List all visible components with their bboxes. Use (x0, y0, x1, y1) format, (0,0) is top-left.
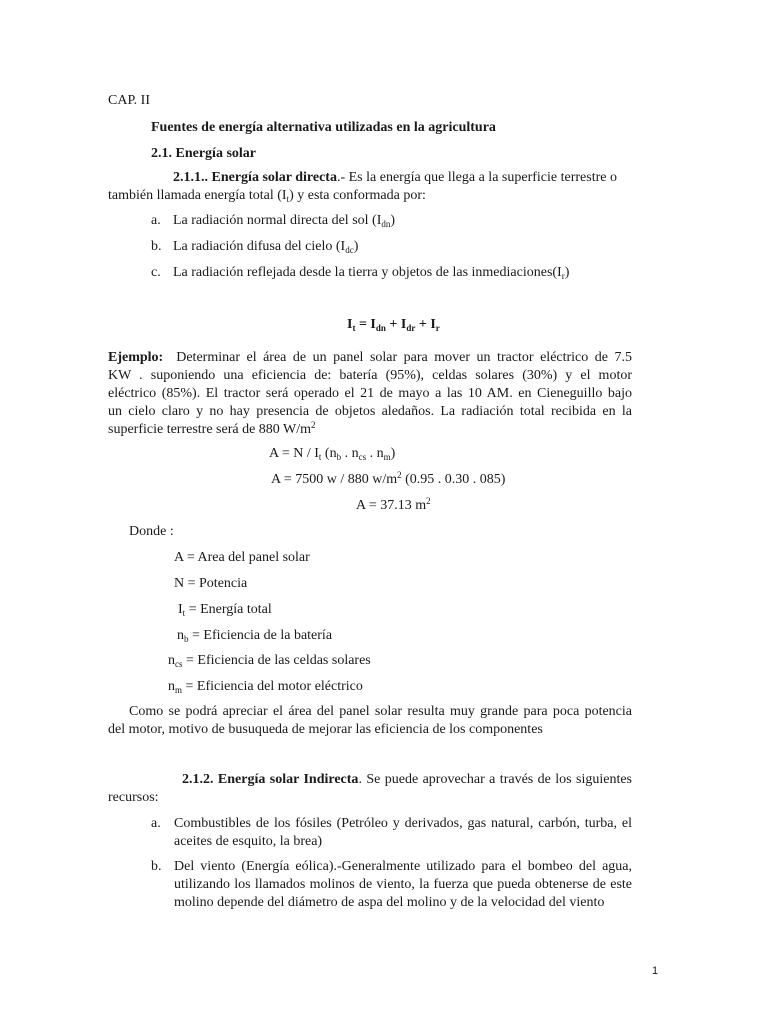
indirect-line2: recursos: (108, 790, 159, 805)
indirect-item-a-marker: a. (151, 816, 161, 831)
indirect-item-b-line3: molino depende del diámetro de aspa del molino y de la velocidad del viento (174, 895, 605, 910)
formula-sub-dr: dr (406, 323, 416, 333)
eq3-sup: 2 (426, 496, 431, 506)
intro-sub: t (286, 194, 290, 204)
item-end: ) (390, 213, 396, 228)
example-line2: KW . suponiendo una eficiencia de: batería (95%), celdas solares (30%) y el motor (108, 368, 632, 383)
example-text: Determinar el área de un panel solar para mover un tractor eléctrico de 7.5 (176, 350, 633, 365)
intro-text-b: ) y esta conformada por: (289, 188, 426, 203)
conclusion-line1: Como se podrá apreciar el área del panel solar resulta muy grande para poca potencia (129, 704, 632, 719)
eq1-c: . n (341, 446, 359, 461)
def-power (174, 575, 247, 593)
direct-item-a (173, 212, 395, 230)
eq1-sub-cs: cs (358, 452, 367, 462)
def-sub: t (182, 608, 186, 618)
example-sup: 2 (311, 420, 316, 430)
def-motor (168, 678, 363, 696)
def-area (174, 549, 310, 567)
example-line3: eléctrico (85%). El tractor será operado el 21 de mayo a las 10 AM. en Cieneguillo bajo (108, 386, 632, 401)
direct-item-c (173, 264, 569, 282)
def-text: = Energía total (185, 602, 272, 617)
eq1-b: (n (321, 446, 337, 461)
page-number: 1 (652, 965, 659, 977)
direct-item-c-marker: c. (151, 265, 161, 280)
indirect-text: . Se puede aprovechar a través de los siguientes (358, 772, 633, 787)
direct-item-b-marker: b. (151, 239, 162, 254)
section-heading: 2.1. Energía solar (151, 146, 256, 161)
eq1-d: . n (366, 446, 384, 461)
item-end: ) (564, 265, 570, 280)
def-cells (168, 652, 371, 670)
def-sub: m (175, 685, 183, 695)
def-sym: n (168, 653, 175, 668)
calc-result (356, 497, 431, 515)
formula-sub-r: r (435, 323, 440, 333)
total-radiation-formula (347, 316, 440, 334)
example-line5 (108, 421, 316, 439)
direct-item-a-marker: a. (151, 213, 161, 228)
eq1-sub-m: m (383, 452, 391, 462)
def-text: = Potencia (184, 576, 248, 591)
formula-eq: = I (355, 317, 376, 332)
direct-intro-line1 (173, 169, 632, 187)
def-sub: cs (175, 659, 183, 669)
example-line4: un cielo claro y no hay presencia de objetos aledaños. La radiación total recibida en la (108, 404, 632, 419)
item-sub: dc (345, 245, 354, 255)
indirect-item-b-line1: Del viento (Energía eólica).-Generalmente utilizado para el bombeo del agua, (174, 859, 632, 874)
def-text: = Eficiencia de la batería (188, 628, 333, 643)
item-end: ) (353, 239, 359, 254)
example-line1 (108, 349, 632, 367)
conclusion-line2: del motor, motivo de busuqueda de mejorar las eficiencia de los componentes (108, 722, 543, 737)
indirect-item-a-line1: Combustibles de los fósiles (Petróleo y derivados, gas natural, carbón, turba, el (174, 816, 632, 831)
formula-sub-dn: dn (375, 323, 386, 333)
def-sub: b (184, 634, 189, 644)
eq3-a: A = 37.13 m (356, 498, 427, 513)
item-text: La radiación reflejada desde la tierra y objetos de las inmediaciones(I (173, 265, 562, 280)
chapter-label: CAP. II (108, 93, 151, 108)
item-text: La radiación difusa del cielo (I (173, 239, 346, 254)
direct-intro-line2 (108, 187, 426, 205)
item-text: La radiación normal directa del sol (I (173, 213, 382, 228)
def-sym: N (174, 576, 185, 591)
formula-plus1: + I (385, 317, 407, 332)
eq2-a: A = 7500 w / 880 w/m (271, 472, 398, 487)
indirect-item-b-marker: b. (151, 859, 162, 874)
indirect-item-b-line2: utilizando los llamados molinos de viento, la fuerza que pueda obtenerse de este (174, 877, 632, 892)
indirect-item-a-line2: aceites de esquito, la brea) (174, 834, 323, 849)
calc-equation-1 (269, 445, 395, 463)
chapter-title: Fuentes de energía alternativa utilizadas en la agricultura (151, 120, 496, 135)
example-text-5: superficie terrestre será de 880 W/m (108, 422, 312, 437)
def-text: = Eficiencia de las celdas solares (182, 653, 371, 668)
indirect-line1 (182, 771, 632, 789)
calc-equation-2 (271, 471, 505, 489)
eq2-b: (0.95 . 0.30 . 085) (401, 472, 506, 487)
def-sym: n (177, 628, 184, 643)
direct-intro-text: .- Es la energía que llega a la superficie terrestre o (336, 170, 617, 185)
direct-item-b (173, 238, 358, 256)
eq1-e: ) (390, 446, 396, 461)
def-text: = Eficiencia del motor eléctrico (182, 679, 363, 694)
formula-plus2: + I (415, 317, 436, 332)
formula-lhs: I (347, 317, 353, 332)
where-label: Donde : (129, 524, 174, 539)
def-energy (178, 601, 272, 619)
def-sym: A (174, 550, 184, 565)
def-sym: n (168, 679, 175, 694)
intro-text-a: también llamada energía total (I (108, 188, 287, 203)
example-label: Ejemplo: (108, 350, 164, 365)
eq1-sub-t: t (318, 452, 322, 462)
eq1-sub-b: b (336, 452, 342, 462)
direct-heading: 2.1.1.. Energía solar directa (173, 170, 337, 185)
eq1-a: A = N / I (269, 446, 319, 461)
item-sub: dn (381, 219, 391, 229)
formula-lhs-sub: t (352, 323, 356, 333)
item-sub: r (561, 271, 565, 281)
indirect-heading: 2.1.2. Energía solar Indirecta (182, 772, 359, 787)
def-sym: I (178, 602, 183, 617)
eq2-sup: 2 (397, 470, 402, 480)
def-battery (177, 627, 332, 645)
def-text: = Area del panel solar (183, 550, 310, 565)
